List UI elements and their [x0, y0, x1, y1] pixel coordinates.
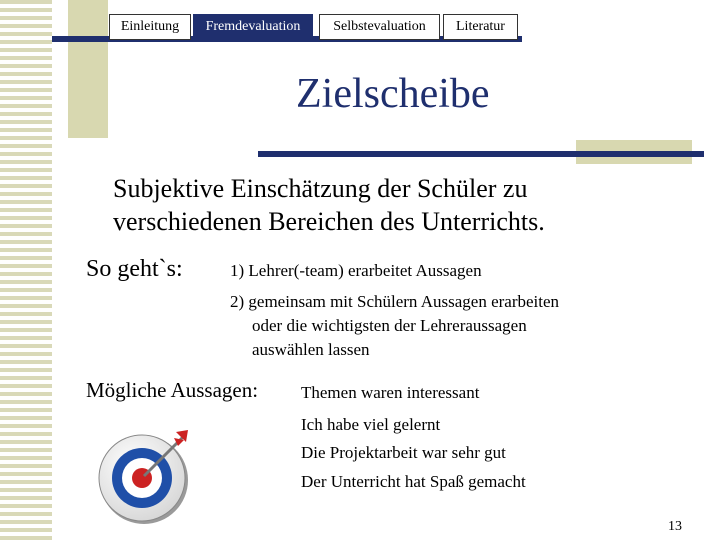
page-number: 13 [668, 519, 682, 534]
slide-title: Zielscheibe [296, 71, 490, 117]
statement-item-3: Die Projektarbeit war sehr gut [301, 443, 506, 462]
statement-item-1: Themen waren interessant [301, 383, 480, 402]
tan-block-top [68, 0, 108, 138]
nav-tab-literatur[interactable]: Literatur [443, 14, 518, 40]
navy-bar-right [258, 151, 704, 157]
slide-subtitle: Subjektive Einschätzung der Schüler zu verschiedenen Bereichen des Unterrichts. [113, 174, 545, 236]
possible-statements-label: Mögliche Aussagen: [86, 378, 259, 402]
statement-item-2: Ich habe viel gelernt [301, 415, 441, 434]
nav-tab-einleitung[interactable]: Einleitung [109, 14, 191, 40]
howto-label: So geht`s: [86, 256, 183, 282]
target-with-arrow-icon [92, 428, 204, 524]
step-item-2: 2) gemeinsam mit Schülern Aussagen erarbeiten oder die wichtigsten der Lehreraussagen auswählen lassen [230, 292, 560, 359]
step-item-1: 1) Lehrer(-team) erarbeitet Aussagen [230, 261, 482, 280]
nav-tab-fremdevaluation[interactable]: Fremdevaluation [193, 14, 313, 40]
statement-item-4: Der Unterricht hat Spaß gemacht [301, 472, 526, 491]
nav-tab-selbstevaluation[interactable]: Selbstevaluation [319, 14, 440, 40]
left-stripe-decoration [0, 0, 52, 540]
